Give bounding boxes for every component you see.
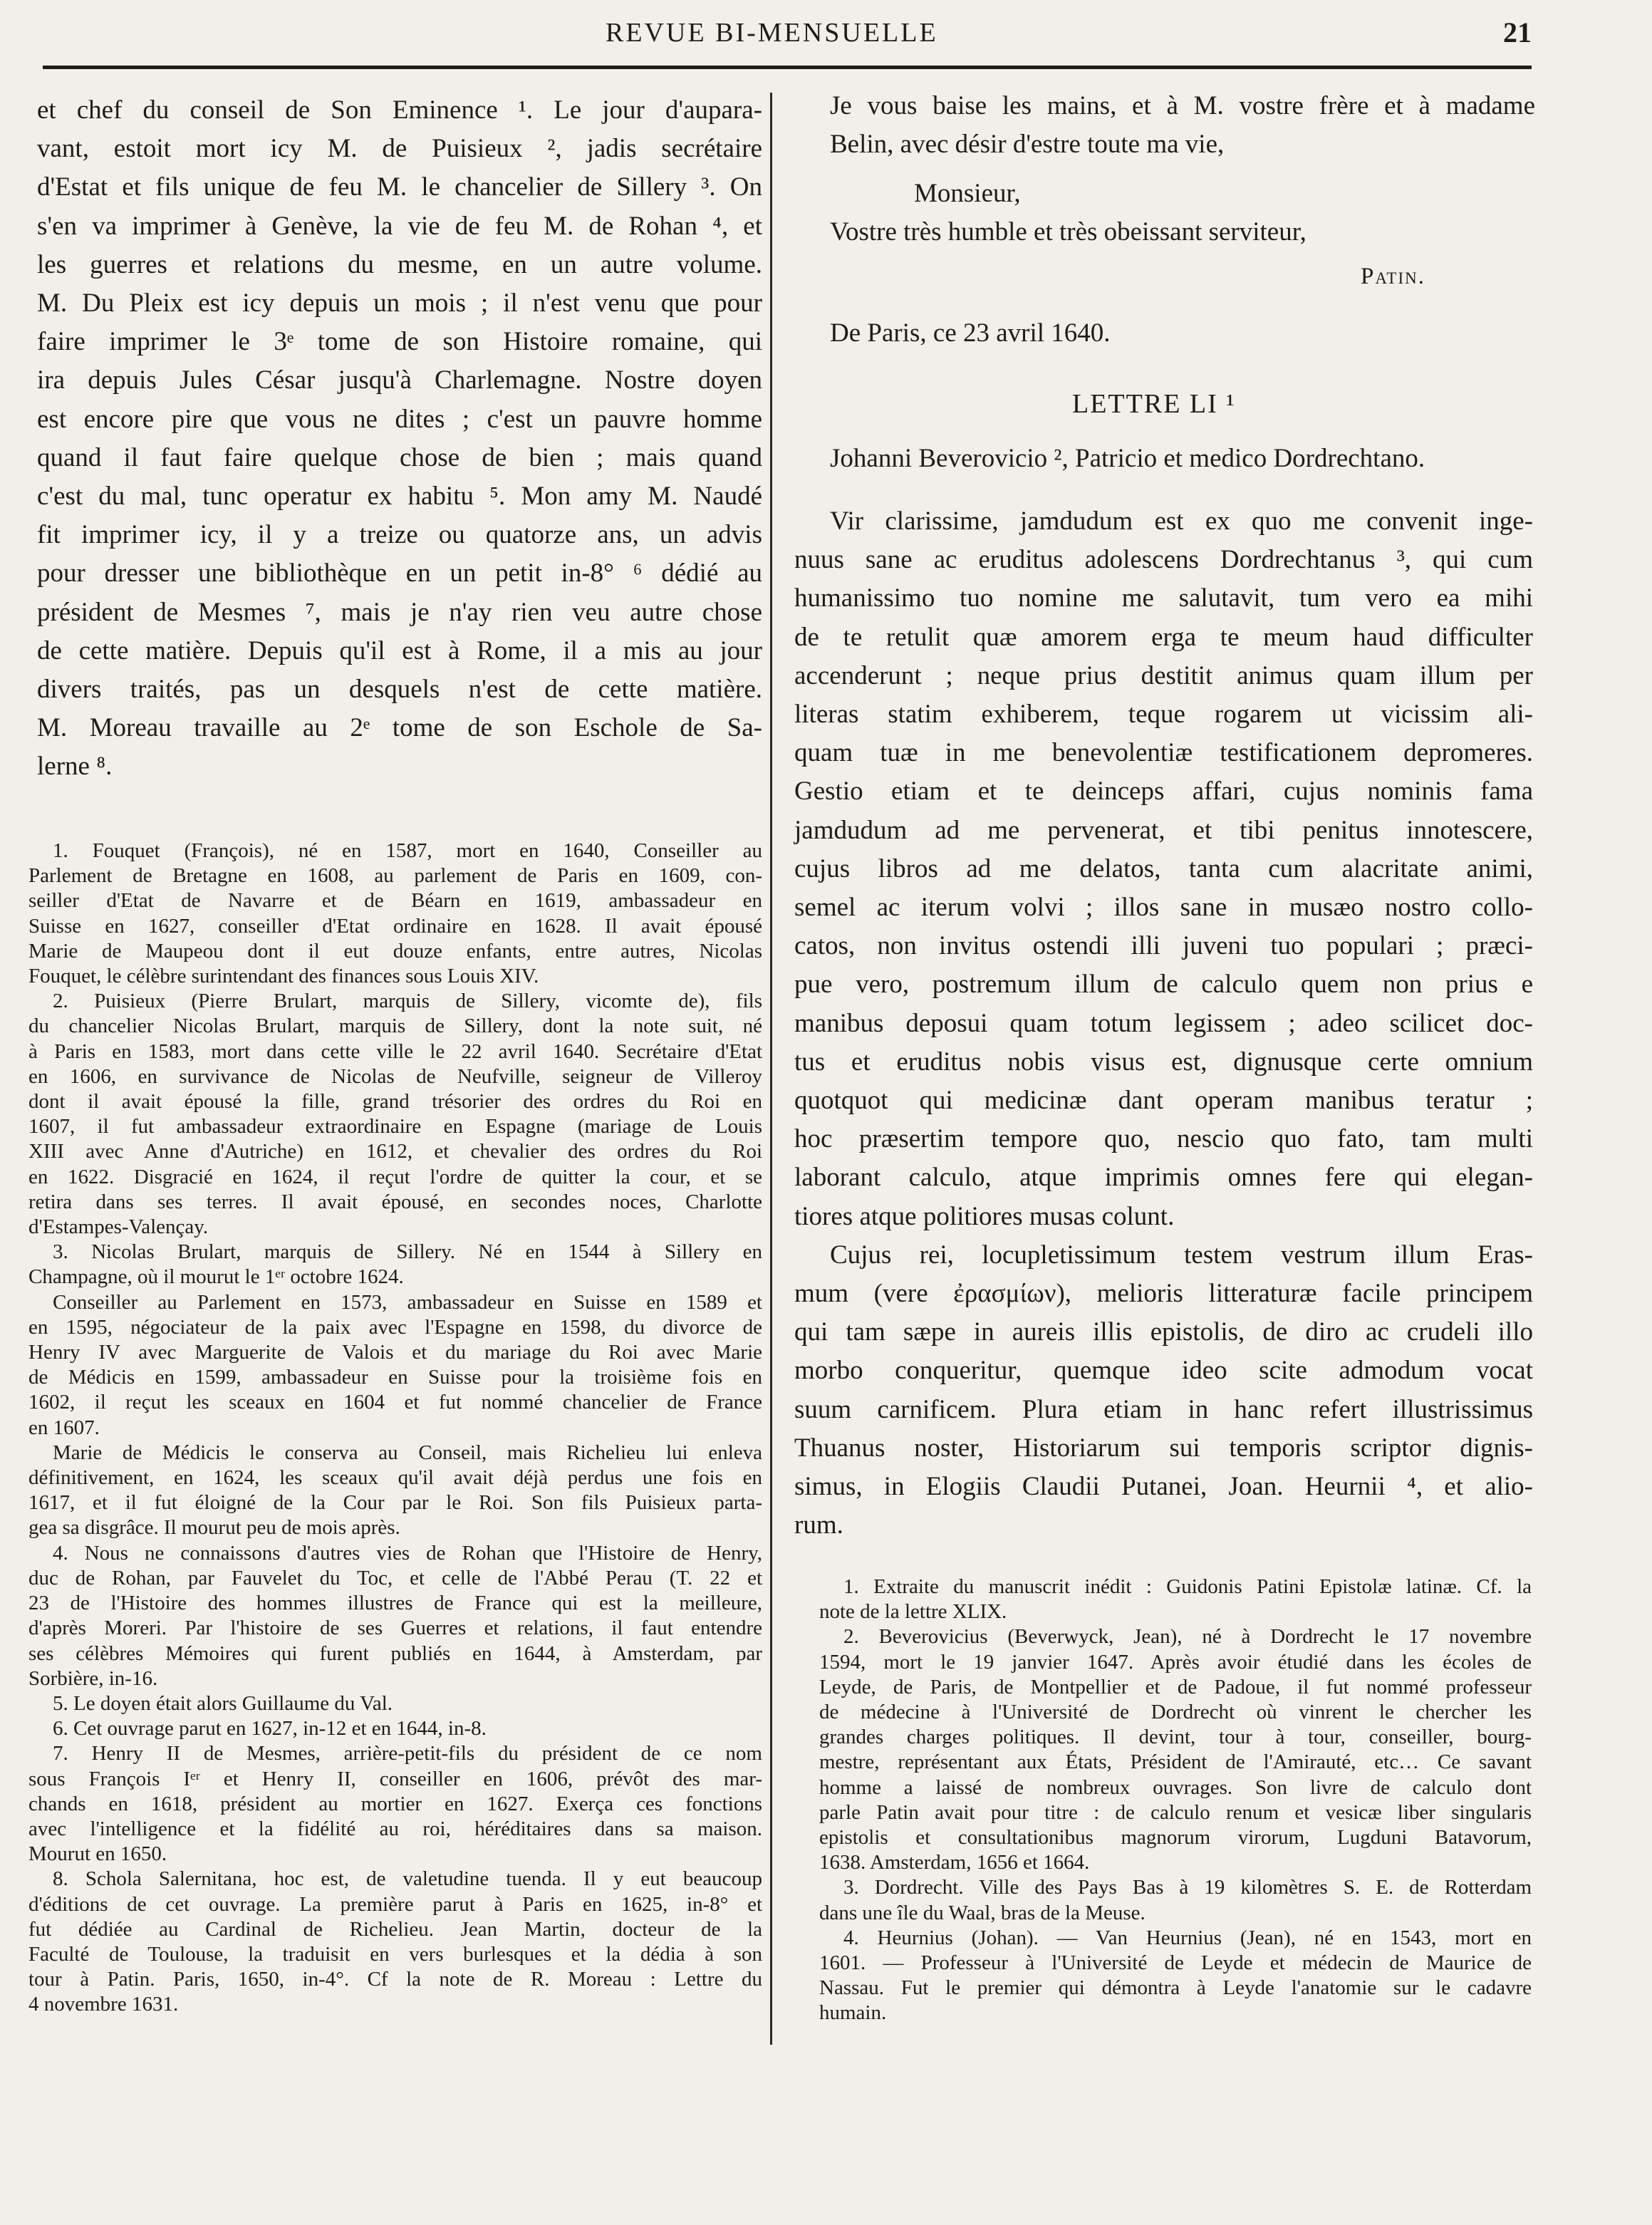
body-line: de cette matière. Depuis qu'il est à Rome, il a mis au jour (37, 636, 762, 665)
footnote-line: dont il avait épousé la fille, grand trésorier des ordres du Roi en (28, 1090, 762, 1114)
footnote-line: Faculté de Toulouse, la traduisit en vers burlesques et la dédia à son (28, 1942, 762, 1966)
footnote-line: Mourut en 1650. (28, 1842, 167, 1866)
footnote-line: sous François Iᵉʳ et Henry II, conseiller en 1606, prévôt des mar- (28, 1767, 762, 1790)
body-line: s'en va imprimer à Genève, la vie de feu M. de Rohan ⁴, et (37, 211, 762, 241)
footnote-line: 4. Nous ne connaissons d'autres vies de Rohan que l'Histoire de Henry, (53, 1541, 762, 1565)
body-line: vant, estoit mort icy M. de Puisieux ², jadis secrétaire (37, 134, 762, 164)
latin-line: pue vero, postremum illum de calculo quem non prius e (794, 970, 1533, 1000)
footnote-line: 1. Fouquet (François), né en 1587, mort en 1640, Conseiller au (53, 839, 762, 862)
body-line: pour dresser une bibliothèque en un petit in-8° ⁶ dédié au (37, 559, 762, 588)
column-divider (770, 93, 772, 2045)
latin-paragraphs (794, 502, 1533, 1545)
footnote-line: Henry IV avec Marguerite de Valois et du mariage du Roi avec Marie (28, 1341, 762, 1364)
right-footnotes (819, 1575, 1532, 2026)
salutation: Monsieur, (914, 179, 1021, 208)
footnote-line: 23 de l'Histoire des hommes illustres de France qui est la meilleure, (28, 1592, 762, 1615)
footnote-line: Fouquet, le célèbre surintendant des finances sous Louis XIV. (28, 965, 539, 988)
latin-letter-body (794, 502, 1533, 1545)
footnote-line: 4 novembre 1631. (28, 1993, 179, 2016)
footnote-line: définitivement, en 1624, les sceaux qu'il avait déjà perdus une fois en (28, 1466, 762, 1490)
header-rule (43, 66, 1532, 69)
latin-line: hoc præsertim tempore quo, nescio quo fato, tam multi (794, 1124, 1533, 1154)
footnote-line: fut dédiée au Cardinal de Richelieu. Jean Martin, docteur de la (28, 1917, 762, 1941)
footnote-line: mestre, représentant aux États, Président de l'Amirauté, etc… Ce savant (819, 1751, 1532, 1774)
footnote-line: homme a laissé de nombreux ouvrages. Son livre de calculo dont (819, 1775, 1532, 1799)
footnote-line: Parlement de Bretagne en 1608, au parlement de Paris en 1609, con- (28, 864, 762, 888)
letter-heading: LETTRE LI ¹ (1072, 389, 1236, 419)
footnote-line: de médecine à l'Université de Dordrecht où vinrent le chercher les (819, 1701, 1532, 1724)
latin-line: simus, in Elogiis Claudii Putanei, Joan. Heurnii ⁴, et alio- (794, 1472, 1533, 1502)
body-line: président de Mesmes ⁷, mais je n'ay rien veu autre chose (37, 597, 762, 627)
closing-line: Belin, avec désir d'estre toute ma vie, (830, 130, 1225, 160)
latin-line: de te retulit quæ amorem erga te meum haud difficulter (794, 622, 1533, 652)
footnote-line: avec l'intelligence et la fidélité au roi, héréditaires dans sa maison. (28, 1817, 762, 1840)
closing-line: Je vous baise les mains, et à M. vostre frère et à madame (830, 91, 1535, 120)
footnote-line: dans une île du Waal, bras de la Meuse. (819, 1901, 1146, 1924)
footnote-line: XIII avec Anne d'Autriche) en 1612, et chevalier des ordres du Roi (28, 1140, 762, 1163)
addressee: Johanni Beverovicio ², Patricio et medico Dordrechtano. (830, 444, 1425, 473)
footnote-line: parle Patin avait pour titre : de calculo renum et vesicæ liber singularis (819, 1800, 1532, 1824)
closing-block (830, 87, 1535, 164)
body-line: M. Moreau travaille au 2ᵉ tome de son Eschole de Sa- (37, 713, 762, 743)
body-line: et chef du conseil de Son Eminence ¹. Le jour d'aupara- (37, 95, 762, 125)
latin-line: Gestio etiam et te deinceps affari, cujus nominis fama (794, 777, 1533, 807)
latin-line: qui tam sæpe in aureis illis epistolis, de diro ac crudeli illo (794, 1317, 1533, 1347)
footnote-line: à Paris en 1583, mort dans cette ville le 22 avril 1640. Secrétaire d'Etat (28, 1039, 762, 1063)
body-line: les guerres et relations du mesme, en un autre volume. (37, 249, 762, 279)
latin-line: rum. (794, 1510, 843, 1540)
footnote-line: 7. Henry II de Mesmes, arrière-petit-fils du président de ce nom (53, 1742, 762, 1765)
footnote-line: en 1622. Disgracié en 1624, il reçut l'ordre de quitter la cour, et se (28, 1165, 762, 1188)
latin-line: accenderunt ; neque prius destitit animus quam illum per (794, 660, 1533, 690)
page-number: 21 (1503, 16, 1532, 48)
footnote-line: 1617, et il fut éloigné de la Cour par le Roi. Son fils Puisieux parta- (28, 1491, 762, 1515)
footnote-line: 1602, il reçut les sceaux en 1604 et fut nommé chancelier de France (28, 1391, 762, 1414)
dateline: De Paris, ce 23 avril 1640. (830, 318, 1111, 348)
footnote-line: en 1607. (28, 1416, 100, 1439)
footnote-line: 1. Extraite du manuscrit inédit : Guidonis Patini Epistolæ latinæ. Cf. la (843, 1575, 1532, 1598)
footnote-line: duc de Rohan, par Fauvelet du Toc, et celle de l'Abbé Perau (T. 22 et (28, 1566, 762, 1589)
footnote-line: 1594, mort le 19 janvier 1647. Après avoir étudié dans les écoles de (819, 1650, 1532, 1674)
body-line: fit imprimer icy, il y a treize ou quatorze ans, un advis (37, 520, 762, 550)
footnote-line: 1638. Amsterdam, 1656 et 1664. (819, 1851, 1090, 1874)
footnote-line: du chancelier Nicolas Brulart, marquis de Sillery, dont la note suit, né (28, 1015, 762, 1038)
latin-line: Cujus rei, locupletissimum testem vestrum illum Eras- (830, 1240, 1533, 1270)
body-line: lerne ⁸. (37, 752, 113, 782)
latin-line: jamdudum ad me pervenerat, et tibi penitus innotescere, (794, 815, 1533, 845)
latin-line: cujus libros ad me delatos, tanta cum alacritate animi, (794, 854, 1533, 883)
footnote-line: 6. Cet ouvrage parut en 1627, in-12 et en 1644, in-8. (53, 1717, 487, 1741)
footnote-line: Marie de Médicis le conserva au Conseil, mais Richelieu lui enleva (53, 1441, 762, 1464)
footnote-line: d'Estampes-Valençay. (28, 1215, 209, 1239)
left-footnotes (28, 839, 762, 2018)
body-line: divers traités, pas un desquels n'est de cette matière. (37, 675, 762, 705)
footnote-line: Marie de Maupeou dont il eut douze enfants, entre autres, Nicolas (28, 939, 762, 963)
footnote-line: ses célèbres Mémoires qui furent publiés en 1644, à Amsterdam, par (28, 1641, 762, 1665)
footnote-line: note de la lettre XLIX. (819, 1600, 1007, 1624)
latin-line: quotquot qui medicinæ dant operam manibus teratur ; (794, 1086, 1533, 1116)
body-line: M. Du Pleix est icy depuis un mois ; il n'est venu que pour (37, 289, 762, 318)
footnote-line: 5. Le doyen était alors Guillaume du Val. (53, 1691, 393, 1715)
footnote-line: humain. (819, 2001, 887, 2025)
latin-line: mum (vere ἐρασμίων), melioris litteraturæ facile principem (794, 1279, 1533, 1309)
footnote-line: 3. Nicolas Brulart, marquis de Sillery. Né en 1544 à Sillery en (53, 1240, 762, 1264)
latin-line: literas statim exhiberem, teque rogarem ut vicissim ali- (794, 700, 1533, 730)
latin-line: laborant calculo, atque imprimis omnes fere qui elegan- (794, 1163, 1533, 1193)
latin-line: Vir clarissime, jamdudum est ex quo me convenit inge- (830, 507, 1533, 536)
footnote-line: 2. Puisieux (Pierre Brulart, marquis de Sillery, vicomte de), fils (53, 990, 762, 1013)
footnote-line: en 1595, négociateur de la paix avec l'Espagne en 1598, du divorce de (28, 1315, 762, 1339)
footnote-line: d'éditions de cet ouvrage. La première parut à Paris en 1625, in-8° et (28, 1892, 762, 1916)
latin-line: morbo conqueritur, quemque ideo scite admodum vocat (794, 1356, 1533, 1386)
latin-line: suum carnificem. Plura etiam in hanc refert illustrissimus (794, 1394, 1533, 1424)
footnote-line: 2. Beverovicius (Beverwyck, Jean), né à Dordrecht le 17 novembre (843, 1625, 1532, 1649)
footnote-line: epistolis et consultationibus magnorum virorum, Lugduni Batavorum, (819, 1826, 1532, 1850)
left-paragraph (37, 91, 762, 787)
footnote-line: Leyde, de Paris, de Montpellier et de Padoue, il fut nommé professeur (819, 1675, 1532, 1698)
footnote-line: Sorbière, in-16. (28, 1666, 158, 1690)
footnote-line: 8. Schola Salernitana, hoc est, de valetudine tuenda. Il y eut beaucoup (53, 1867, 762, 1891)
latin-line: tiores atque politiores musas colunt. (794, 1201, 1175, 1231)
body-line: ira depuis Jules César jusqu'à Charlemagne. Nostre doyen (37, 365, 762, 395)
footnote-line: retira dans ses terres. Il avait épousé, en secondes noces, Charlotte (28, 1190, 762, 1213)
body-line: faire imprimer le 3ᵉ tome de son Histoire romaine, qui (37, 327, 762, 357)
footnote-line: Conseiller au Parlement en 1573, ambassadeur en Suisse en 1589 et (53, 1290, 762, 1314)
footnote-line: de Médicis en 1599, ambassadeur en Suisse pour la troisième fois en (28, 1366, 762, 1389)
body-line: quand il faut faire quelque chose de bien ; mais quand (37, 442, 762, 472)
footnote-line: grandes charges politiques. Il devint, tour à tour, conseiller, bourg- (819, 1726, 1532, 1749)
closing-lines (830, 87, 1535, 164)
latin-line: catos, non invitus ostendi illi juveni tuo populari ; præci- (794, 931, 1533, 961)
footnote-line: en 1606, en survivance de Nicolas de Neufville, seigneur de Villeroy (28, 1064, 762, 1088)
footnote-line: gea sa disgrâce. Il mourut peu de mois après. (28, 1516, 400, 1540)
footnote-line: seiller d'Etat de Navarre et de Béarn en 1619, ambassadeur en (28, 889, 762, 913)
body-line: c'est du mal, tunc operatur ex habitu ⁵. Mon amy M. Naudé (37, 482, 762, 512)
footnote-line: chands en 1618, président au mortier en 1627. Exerça ces fonctions (28, 1792, 762, 1815)
footnote-line: Suisse en 1627, conseiller d'Etat ordinaire en 1628. Il avait épousé (28, 914, 762, 938)
footnote-line: tour à Patin. Paris, 1650, in-4°. Cf la note de R. Moreau : Lettre du (28, 1968, 762, 1991)
page-header (43, 10, 1532, 53)
body-line: est encore pire que vous ne dites ; c'est un pauvre homme (37, 404, 762, 434)
footnote-line: d'après Moreri. Par l'histoire de ses Guerres et relations, il faut entendre (28, 1617, 762, 1640)
left-column-body (37, 91, 762, 787)
sign-off: Vostre très humble et très obeissant serviteur, (830, 217, 1306, 247)
footnote-line: Champagne, où il mourut le 1ᵉʳ octobre 1624. (28, 1265, 404, 1289)
signature: Patin. (1361, 264, 1425, 289)
footnote-line: Nassau. Fut le premier qui démontra à Leyde l'anatomie sur le cadavre (819, 1976, 1532, 2000)
body-line: d'Estat et fils unique de feu M. le chancelier de Sillery ³. On (37, 172, 762, 202)
latin-line: quam tuæ in me benevolentiæ testificationem depromeres. (794, 738, 1533, 768)
latin-line: manibus deposui quam totum legissem ; adeo scilicet doc- (794, 1008, 1533, 1038)
latin-line: Thuanus noster, Historiarum sui temporis scriptor dignis- (794, 1433, 1533, 1463)
latin-line: nuus sane ac eruditus adolescens Dordrechtanus ³, qui cum (794, 545, 1533, 575)
latin-line: humanissimo tuo nomine me salutavit, tum vero ea mihi (794, 584, 1533, 613)
footnote-line: 1601. — Professeur à l'Université de Leyde et médecin de Maurice de (819, 1951, 1532, 1975)
latin-line: semel ac iterum volvi ; illos sane in musæo nostro collo- (794, 893, 1533, 923)
footnote-line: 4. Heurnius (Johan). — Van Heurnius (Jean), né en 1543, mort en (843, 1926, 1532, 1949)
footnote-line: 3. Dordrecht. Ville des Pays Bas à 19 kilomètres S. E. de Rotterdam (843, 1876, 1532, 1899)
running-title: REVUE BI-MENSUELLE (606, 18, 938, 48)
footnote-line: 1607, il fut ambassadeur extraordinaire en Espagne (mariage de Louis (28, 1115, 762, 1139)
latin-line: tus et eruditus nobis visus est, dignusque certe omnium (794, 1047, 1533, 1077)
